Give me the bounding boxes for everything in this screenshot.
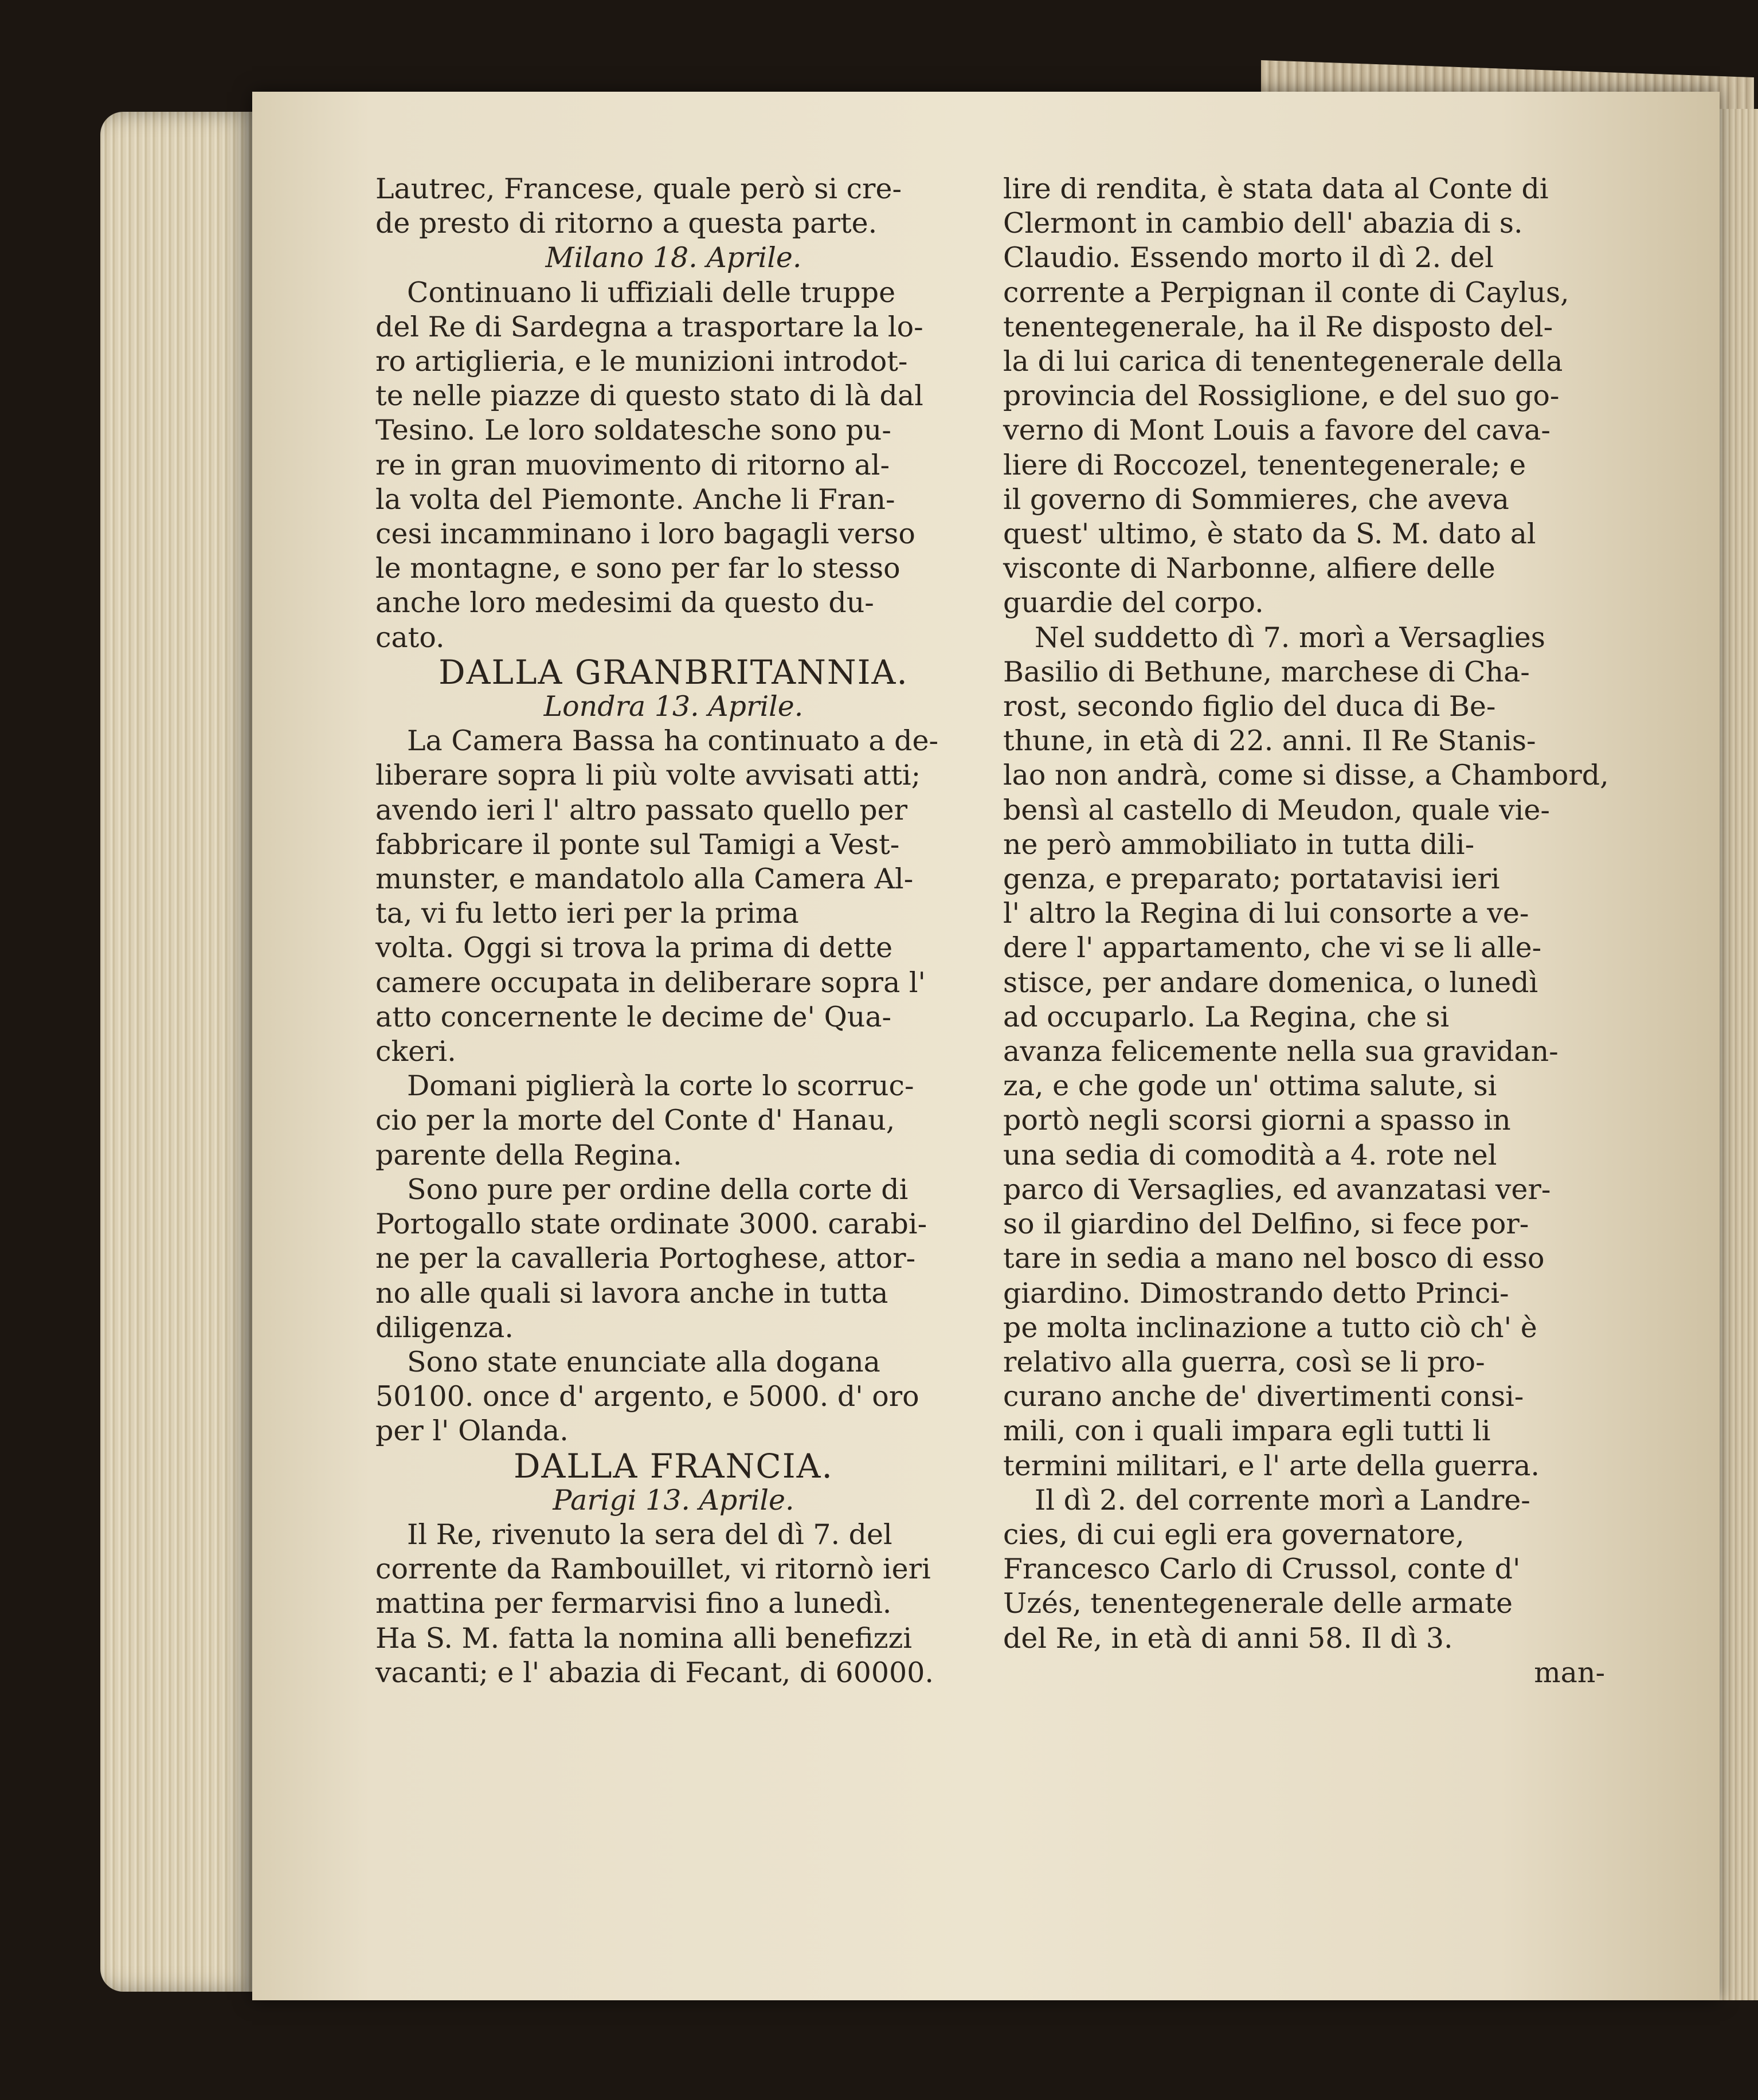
text-line: ckeri. <box>375 1035 456 1068</box>
text-line: il governo di Sommieres, che aveva <box>1003 483 1509 516</box>
text-line: cio per la morte del Conte d' Hanau, <box>375 1104 895 1137</box>
text-line: Uzés, tenentegenerale delle armate <box>1003 1587 1513 1620</box>
text-line: vacanti; e l' abazia di Fecant, di 60000. <box>375 1656 934 1689</box>
text-line: relativo alla guerra, così se li pro- <box>1003 1345 1485 1378</box>
catchword: man- <box>1534 1656 1605 1689</box>
text-line: Domani piglierà la corte lo scorruc- <box>407 1069 914 1103</box>
text-line: camere occupata in deliberare sopra l' <box>375 966 926 999</box>
text-line: guardie del corpo. <box>1003 586 1264 620</box>
text-line: una sedia di comodità a 4. rote nel <box>1003 1138 1497 1172</box>
text-line: Lautrec, Francese, quale però si cre- <box>375 173 902 205</box>
text-line: bensì al castello di Meudon, quale vie- <box>1003 793 1550 826</box>
text-line: lao non andrà, come si disse, a Chambord, <box>1003 759 1609 792</box>
text-line: portò negli scorsi giorni a spasso in <box>1003 1104 1511 1137</box>
text-line: stisce, per andare domenica, o lunedì <box>1003 966 1538 999</box>
text-line: parco di Versaglies, ed avanzatasi ver- <box>1003 1173 1551 1206</box>
text-line: quest' ultimo, è stato da S. M. dato al <box>1003 518 1536 551</box>
text-line: liere di Roccozel, tenentegenerale; e <box>1003 448 1526 481</box>
text-line: La Camera Bassa ha continuato a de- <box>407 724 939 758</box>
text-line: ne però ammobiliato in tutta dili- <box>1003 828 1475 861</box>
text-line: 50100. once d' argento, e 5000. d' oro <box>375 1380 919 1413</box>
text-line: curano anche de' divertimenti consi- <box>1003 1380 1524 1413</box>
left-text-column <box>375 172 972 1690</box>
dateline: Milano 18. Aprile. <box>545 241 802 275</box>
text-line: ro artiglieria, e le munizioni introdot- <box>375 345 908 378</box>
section-heading: DALLA FRANCIA. <box>514 1446 833 1486</box>
text-line: la volta del Piemonte. Anche li Fran- <box>375 483 895 516</box>
text-line: termini militari, e l' arte della guerra. <box>1003 1449 1540 1482</box>
text-line: atto concernente le decime de' Qua- <box>375 1000 892 1033</box>
text-line: diligenza. <box>375 1311 514 1344</box>
dateline: Londra 13. Aprile. <box>543 690 804 723</box>
text-line: avanza felicemente nella sua gravidan- <box>1003 1035 1559 1068</box>
text-line: fabbricare il ponte sul Tamigi a Vest- <box>375 828 900 861</box>
text-line: del Re, in età di anni 58. Il dì 3. <box>1003 1621 1453 1655</box>
text-line: corrente da Rambouillet, vi ritornò ieri <box>375 1553 931 1586</box>
text-line: parente della Regina. <box>375 1138 682 1172</box>
text-line: Portogallo state ordinate 3000. carabi- <box>375 1208 927 1241</box>
text-line: Francesco Carlo di Crussol, conte d' <box>1003 1553 1521 1586</box>
text-line: provincia del Rossiglione, e del suo go- <box>1003 379 1560 413</box>
text-line: cesi incamminano i loro bagagli verso <box>375 518 915 551</box>
text-line: no alle quali si lavora anche in tutta <box>375 1276 888 1310</box>
text-line: Sono pure per ordine della corte di <box>407 1173 909 1206</box>
text-line: verno di Mont Louis a favore del cava- <box>1003 414 1551 447</box>
text-line: giardino. Dimostrando detto Princi- <box>1003 1276 1509 1310</box>
text-line: cies, di cui egli era governatore, <box>1003 1518 1465 1551</box>
text-line: thune, in età di 22. anni. Il Re Stanis- <box>1003 724 1536 758</box>
text-line: la di lui carica di tenentegenerale della <box>1003 345 1563 378</box>
text-line: le montagne, e sono per far lo stesso <box>375 552 900 585</box>
text-line: Claudio. Essendo morto il dì 2. del <box>1003 241 1494 275</box>
text-line: dere l' appartamento, che vi se li alle- <box>1003 931 1542 965</box>
text-line: ne per la cavalleria Portoghese, attor- <box>375 1242 916 1275</box>
text-line: Clermont in cambio dell' abazia di s. <box>1003 207 1523 240</box>
book-page-edges <box>100 112 255 1992</box>
text-line: de presto di ritorno a questa parte. <box>375 207 878 240</box>
text-line: per l' Olanda. <box>375 1415 569 1448</box>
text-line: Sono state enunciate alla dogana <box>407 1345 880 1378</box>
text-line: Continuano li uffiziali delle truppe <box>407 276 896 309</box>
text-line: Il dì 2. del corrente morì a Landre- <box>1035 1483 1530 1517</box>
text-line: anche loro medesimi da questo du- <box>375 586 874 620</box>
text-line: re in gran muovimento di ritorno al- <box>375 448 890 481</box>
text-line: visconte di Narbonne, alfiere delle <box>1003 552 1495 585</box>
dateline: Parigi 13. Aprile. <box>553 1483 794 1517</box>
text-line: Nel suddetto dì 7. morì a Versaglies <box>1035 621 1545 654</box>
text-line: so il giardino del Delfino, si fece por- <box>1003 1208 1529 1241</box>
text-line: Basilio di Bethune, marchese di Cha- <box>1003 655 1530 688</box>
text-line: munster, e mandatolo alla Camera Al- <box>375 863 914 896</box>
text-line: del Re di Sardegna a trasportare la lo- <box>375 310 923 343</box>
text-line: pe molta inclinazione a tutto ciò ch' è <box>1003 1311 1537 1344</box>
text-line: cato. <box>375 621 445 654</box>
text-line: Ha S. M. fatta la nomina alli benefizzi <box>375 1621 913 1655</box>
text-line: l' altro la Regina di lui consorte a ve- <box>1003 897 1529 930</box>
text-line: tare in sedia a mano nel bosco di esso <box>1003 1242 1545 1275</box>
text-line: corrente a Perpignan il conte di Caylus, <box>1003 276 1569 309</box>
right-text-column <box>1003 172 1609 1690</box>
text-line: lire di rendita, è stata data al Conte di <box>1003 173 1549 205</box>
section-heading: DALLA GRANBRITANNIA. <box>438 652 909 692</box>
text-line: ta, vi fu letto ieri per la prima <box>375 897 799 930</box>
text-line: liberare sopra li più volte avvisati atti; <box>375 759 921 792</box>
text-line: volta. Oggi si trova la prima di dette <box>375 931 893 965</box>
text-line: genza, e preparato; portatavisi ieri <box>1003 863 1500 896</box>
text-line: mattina per fermarvisi fino a lunedì. <box>375 1587 892 1620</box>
text-line: rost, secondo figlio del duca di Be- <box>1003 690 1496 723</box>
text-line: Tesino. Le loro soldatesche sono pu- <box>375 414 891 447</box>
text-line: za, e che gode un' ottima salute, si <box>1003 1069 1497 1103</box>
text-line: ad occuparlo. La Regina, che si <box>1003 1000 1450 1033</box>
text-line: te nelle piazze di questo stato di là dal <box>375 379 923 413</box>
text-line: mili, con i quali impara egli tutti li <box>1003 1415 1491 1448</box>
text-line: Il Re, rivenuto la sera del dì 7. del <box>407 1518 892 1551</box>
text-line: avendo ieri l' altro passato quello per <box>375 793 908 826</box>
text-line: tenentegenerale, ha il Re disposto del- <box>1003 310 1553 343</box>
